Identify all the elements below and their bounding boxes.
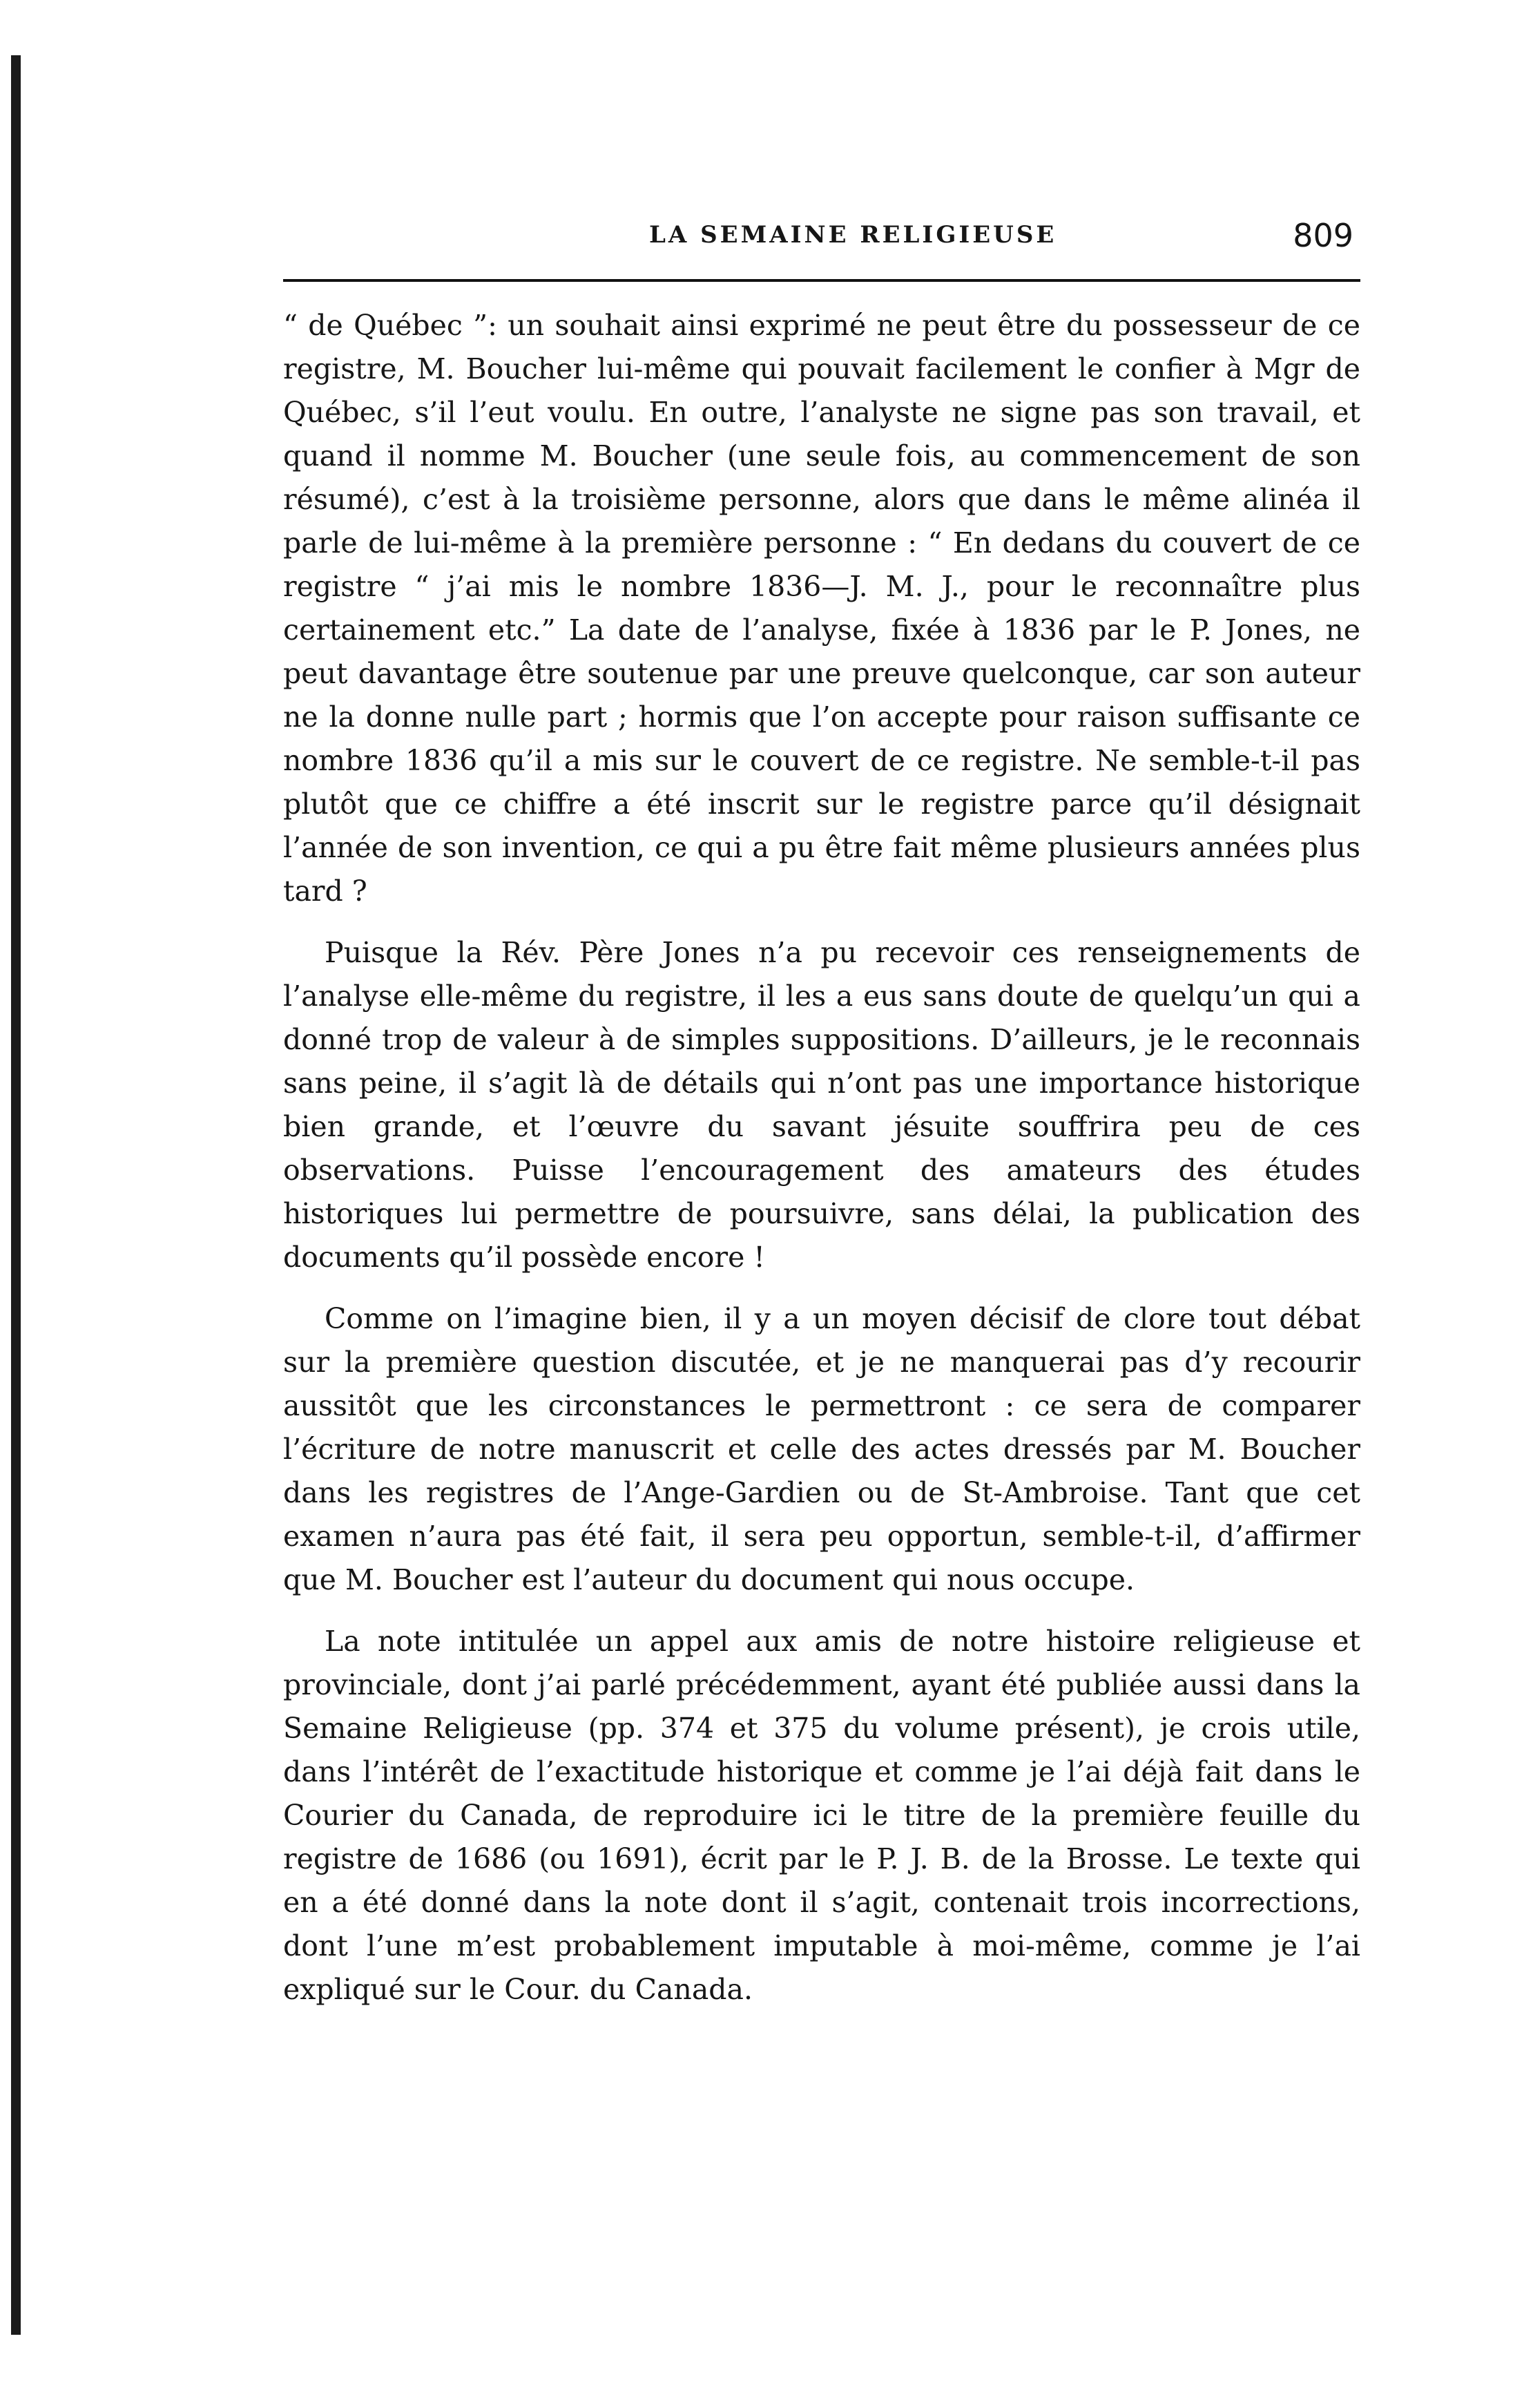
header-rule: [283, 279, 1360, 282]
paragraph-2: Puisque la Rév. Père Jones n’a pu recevoir ces renseignements de l’analyse elle-même du registre, il les a eus sans doute de quelqu’un qui a donné trop de valeur à de simples suppositions. D’ailleurs, je le reconnais sans peine, il s’agit là de détails qui n’ont pas une importance historique bien grande, et l’œuvre du savant jésuite souffrira peu de ces observations. Puisse l’encouragement des amateurs des études historiques lui permettre de poursuivre, sans délai, la publication des documents qu’il possède encore !: [283, 936, 1360, 1274]
page-header: [290, 217, 1353, 262]
paragraph-1: “ de Québec ”: un souhait ainsi exprimé ne peut être du possesseur de ce registre, M. Boucher lui-même qui pouvait facilement le confier à Mgr de Québec, s’il l’eut voulu. En outre, l’analyste ne signe pas son travail, et quand il nomme M. Boucher (une seule fois, au commencement de son résumé), c’est à la troisième personne, alors que dans le même alinéa il parle de lui-même à la première personne : “ En dedans du couvert de ce registre “ j’ai mis le nombre 1836—J. M. J., pour le reconnaître plus certainement etc.” La date de l’analyse, fixée à 1836 par le P. Jones, ne peut davantage être soutenue par une preuve quelconque, car son auteur ne la donne nulle part ; hormis que l’on accepte pour raison suffisante ce nombre 1836 qu’il a mis sur le couvert de ce registre. Ne semble-t-il pas plutôt que ce chiffre a été inscrit sur le registre parce qu’il désignait l’année de son invention, ce qui a pu être fait même plusieurs années plus tard ?: [283, 309, 1360, 908]
running-title: LA SEMAINE RELIGIEUSE: [649, 221, 1057, 249]
paragraph-3: Comme on l’imagine bien, il y a un moyen décisif de clore tout débat sur la première question discutée, et je ne manquerai pas d’y recourir aussitôt que les circonstances le permettront : ce sera de comparer l’écriture de notre manuscrit et celle des actes dressés par M. Boucher dans les registres de l’Ange-Gardien ou de St-Ambroise. Tant que cet examen n’aura pas été fait, il sera peu opportun, semble-t-il, d’affirmer que M. Boucher est l’auteur du document qui nous occupe.: [283, 1302, 1360, 1596]
body-text: [283, 304, 1360, 2029]
paragraph-4: La note intitulée un appel aux amis de notre histoire religieuse et provinciale, dont j’ai parlé précédemment, ayant été publiée aussi dans la Semaine Religieuse (pp. 374 et 375 du volume présent), je crois utile, dans l’intérêt de l’exactitude historique et comme je l’ai déjà fait dans le Courier du Canada, de reproduire ici le titre de la première feuille du registre de 1686 (ou 1691), écrit par le P. J. B. de la Brosse. Le texte qui en a été donné dans la note dont il s’agit, contenait trois incorrections, dont l’une m’est probablement imputable à moi-même, comme je l’ai expliqué sur le Cour. du Canada.: [283, 1625, 1360, 2006]
page-number: 809: [1293, 217, 1353, 254]
scan-binding-edge: [11, 55, 21, 2335]
